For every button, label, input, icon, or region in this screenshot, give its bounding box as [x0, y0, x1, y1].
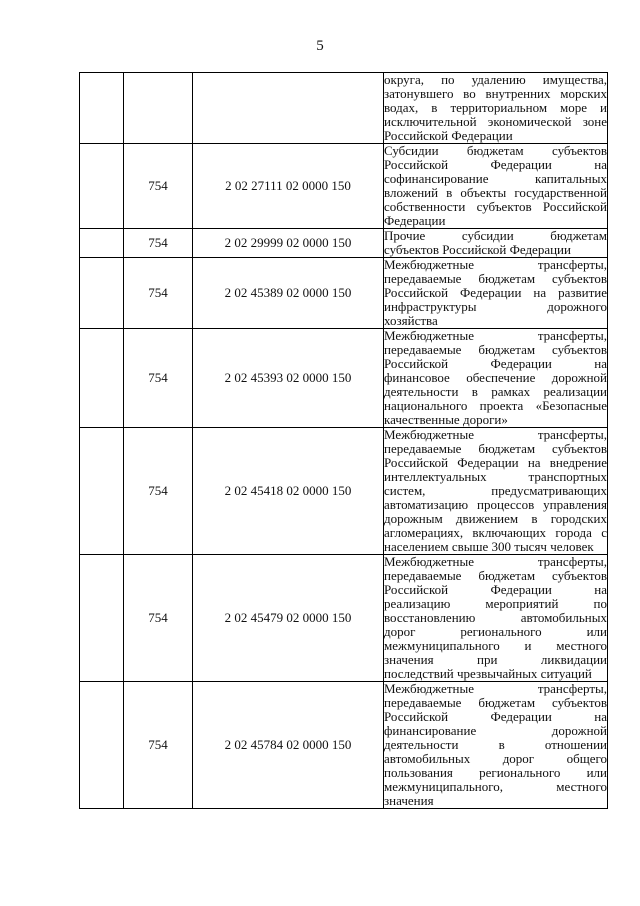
- table-row: [80, 229, 608, 258]
- income-name-line: Межбюджетные трансферты,: [384, 328, 607, 343]
- income-name-line: качественные дороги»: [384, 412, 508, 427]
- budget-classification-code-cell: 2 02 45418 02 0000 150: [193, 428, 384, 555]
- income-name-line: передаваемые бюджетам субъектов: [384, 441, 607, 456]
- administrator-code-cell: 754: [124, 428, 193, 555]
- income-name-line: софинансирование капитальных: [384, 171, 607, 186]
- income-name-line: финансовое обеспечение дорожной: [384, 370, 607, 385]
- administrator-code-cell: [124, 73, 193, 144]
- table-row: [80, 329, 608, 428]
- income-name-line: дорог регионального или: [384, 624, 607, 639]
- income-name-line: деятельности в рамках реализации: [384, 384, 607, 399]
- income-name-line: систем, предусматривающих: [384, 483, 607, 498]
- administrator-code-cell: 754: [124, 229, 193, 258]
- income-name-line: автоматизацию процессов управления: [384, 497, 607, 512]
- budget-classification-code-cell: 2 02 45393 02 0000 150: [193, 329, 384, 428]
- table-row: [80, 555, 608, 682]
- income-name-line: финансирование дорожной: [384, 723, 607, 738]
- row-number-cell: [80, 73, 124, 144]
- income-name-cell: [384, 73, 608, 144]
- row-number-cell: [80, 229, 124, 258]
- income-name-line: передаваемые бюджетам субъектов: [384, 568, 607, 583]
- income-name-line: реализацию мероприятий по: [384, 596, 607, 611]
- income-name-line: значения при ликвидации: [384, 652, 607, 667]
- income-name-cell: [384, 258, 608, 329]
- income-name-cell: [384, 428, 608, 555]
- income-name-line: передаваемые бюджетам субъектов: [384, 342, 607, 357]
- administrator-code-cell: 754: [124, 682, 193, 809]
- row-number-cell: [80, 258, 124, 329]
- income-name-line: вложений в объекты государственной: [384, 185, 607, 200]
- income-name-line: Федерации: [384, 213, 446, 228]
- income-name-cell: [384, 682, 608, 809]
- income-name-line: последствий чрезвычайных ситуаций: [384, 666, 592, 681]
- administrator-code-cell: 754: [124, 555, 193, 682]
- budget-classification-code-cell: 2 02 29999 02 0000 150: [193, 229, 384, 258]
- budget-classification-code-cell: 2 02 45784 02 0000 150: [193, 682, 384, 809]
- administrator-code-cell: 754: [124, 144, 193, 229]
- income-name-line: затонувшего во внутренних морских: [384, 86, 607, 101]
- table-row: [80, 144, 608, 229]
- income-name-cell: [384, 144, 608, 229]
- income-name-line: хозяйства: [384, 313, 438, 328]
- row-number-cell: [80, 144, 124, 229]
- income-name-line: Российской Федерации: [384, 128, 513, 143]
- table-row: [80, 682, 608, 809]
- table-row: [80, 73, 608, 144]
- income-name-line: передаваемые бюджетам субъектов: [384, 695, 607, 710]
- income-name-line: субъектов Российской Федерации: [384, 242, 571, 257]
- row-number-cell: [80, 329, 124, 428]
- budget-classification-code-cell: 2 02 27111 02 0000 150: [193, 144, 384, 229]
- income-name-line: Межбюджетные трансферты,: [384, 554, 607, 569]
- budget-classification-code-cell: [193, 73, 384, 144]
- income-name-line: Межбюджетные трансферты,: [384, 681, 607, 696]
- income-name-line: пользования регионального или: [384, 765, 607, 780]
- row-number-cell: [80, 428, 124, 555]
- income-name-line: Российской Федерации на: [384, 157, 607, 172]
- budget-classification-code-cell: 2 02 45389 02 0000 150: [193, 258, 384, 329]
- income-name-line: водах, в территориальном море и: [384, 100, 607, 115]
- budget-classification-code-cell: 2 02 45479 02 0000 150: [193, 555, 384, 682]
- income-name-line: межмуниципального и местного: [384, 638, 607, 653]
- income-name-line: национального проекта «Безопасные: [384, 398, 607, 413]
- income-name-line: восстановлению автомобильных: [384, 610, 607, 625]
- income-name-line: автомобильных дорог общего: [384, 751, 607, 766]
- income-name-line: Российской Федерации на: [384, 356, 607, 371]
- income-name-line: Российской Федерации на: [384, 582, 607, 597]
- administrator-code-cell: 754: [124, 329, 193, 428]
- income-name-cell: [384, 229, 608, 258]
- income-name-line: Межбюджетные трансферты,: [384, 427, 607, 442]
- income-name-line: межмуниципального, местного: [384, 779, 607, 794]
- income-name-line: инфраструктуры дорожного: [384, 299, 607, 314]
- administrator-code-cell: 754: [124, 258, 193, 329]
- income-name-line: Субсидии бюджетам субъектов: [384, 143, 607, 158]
- table-row: [80, 428, 608, 555]
- income-name-line: Прочие субсидии бюджетам: [384, 228, 607, 243]
- income-name-line: собственности субъектов Российской: [384, 199, 607, 214]
- income-name-line: Российской Федерации на внедрение: [384, 455, 607, 470]
- budget-codes-table: [79, 72, 608, 809]
- income-name-line: исключительной экономической зоне: [384, 114, 607, 129]
- income-name-line: населением свыше 300 тысяч человек: [384, 539, 594, 554]
- income-name-line: интеллектуальных транспортных: [384, 469, 607, 484]
- table-row: [80, 258, 608, 329]
- table-body: [80, 73, 608, 809]
- income-name-line: Российской Федерации на развитие: [384, 285, 607, 300]
- income-name-line: Межбюджетные трансферты,: [384, 257, 607, 272]
- page-number: 5: [316, 38, 324, 54]
- income-name-line: дорожным движением в городских: [384, 511, 607, 526]
- income-name-cell: [384, 555, 608, 682]
- income-name-line: деятельности в отношении: [384, 737, 607, 752]
- income-name-line: передаваемые бюджетам субъектов: [384, 271, 607, 286]
- income-name-line: агломерациях, включающих города с: [384, 525, 607, 540]
- income-name-line: округа, по удалению имущества,: [384, 72, 607, 87]
- income-name-line: значения: [384, 793, 434, 808]
- income-name-cell: [384, 329, 608, 428]
- row-number-cell: [80, 682, 124, 809]
- row-number-cell: [80, 555, 124, 682]
- income-name-line: Российской Федерации на: [384, 709, 607, 724]
